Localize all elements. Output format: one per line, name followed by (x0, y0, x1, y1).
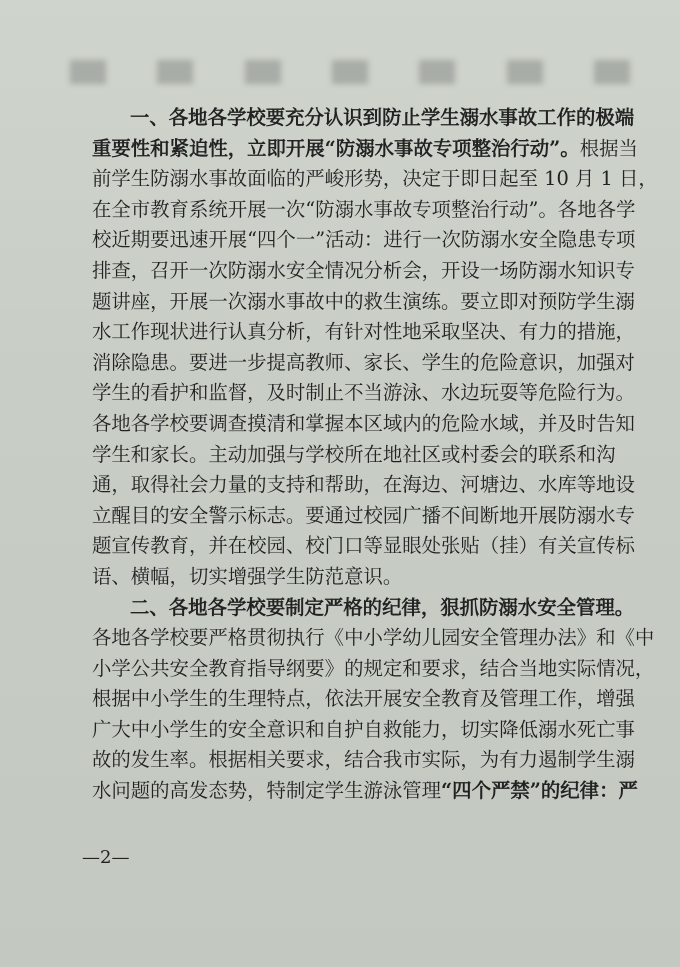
section1-line: 各地各学校要调查摸清和掌握本区域内的危险水域，并及时告知 (92, 411, 635, 435)
section2-last-line-bold: “四个严禁”的纪律：严 (441, 779, 638, 803)
body-text (92, 103, 658, 807)
section1-heading-line2-bold: 重要性和紧迫性，立即开展“防溺水事故专项整治行动”。 (92, 136, 580, 160)
section1-line: 排查，召开一次防溺水安全情况分析会，开设一场防溺水知识专 (92, 258, 635, 282)
bleed-block (70, 60, 106, 84)
section1-line: 通，取得社会力量的支持和帮助，在海边、河塘边、水库等地设 (92, 473, 635, 497)
section1-line: 在全市教育系统开展一次“防溺水事故专项整治行动”。各地各学 (92, 197, 636, 221)
bleed-block (157, 60, 193, 84)
section2-line: 各地各学校要严格贯彻执行《中小学幼儿园安全管理办法》和《中 (92, 626, 655, 650)
section1-line: 题宣传教育，并在校园、校门口等显眼处张贴（挂）有关宣传标 (92, 534, 635, 558)
page-number: —2— (82, 847, 130, 868)
section1-line: 水工作现状进行认真分析，有针对性地采取坚决、有力的措施， (92, 320, 635, 344)
section2-line: 故的发生率。根据相关要求，结合我市实际，为有力遏制学生溺 (92, 748, 635, 772)
bleed-block (594, 60, 630, 84)
bleed-block (507, 60, 543, 84)
section2-line: 广大中小学生的安全意识和自护自救能力，切实降低溺水死亡事 (92, 717, 635, 741)
section2-line: 根据中小学生的生理特点，依法开展安全教育及管理工作，增强 (92, 687, 635, 711)
section2-last-line (92, 776, 638, 807)
section1-line: 前学生防溺水事故面临的严峻形势，决定于即日起至 10 月 1 日， (92, 167, 658, 191)
section1-heading-line2-rest: 根据当 (579, 136, 638, 160)
section1-line: 校近期要迅速开展“四个一”活动：进行一次防溺水安全隐患专项 (92, 228, 636, 252)
section1-heading-line2 (92, 134, 638, 165)
section2-last-line-plain: 水问题的高发态势，特制定学生游泳管理 (92, 779, 442, 803)
section1-line: 立醒目的安全警示标志。要通过校园广播不间断地开展防溺水专 (92, 503, 635, 527)
section1-line: 学生的看护和监督，及时制止不当游泳、水边玩耍等危险行为。 (92, 381, 635, 405)
section2-line: 小学公共安全教育指导纲要》的规定和要求，结合当地实际情况， (92, 656, 655, 680)
header-bleed-through (70, 58, 630, 86)
section1-line: 题讲座，开展一次溺水事故中的救生演练。要立即对预防学生溺 (92, 289, 635, 313)
bleed-block (245, 60, 281, 84)
section1-line: 语、横幅，切实增强学生防范意识。 (92, 564, 403, 588)
section2-heading: 二、各地各学校要制定严格的纪律，狠抓防溺水安全管理。 (130, 595, 635, 619)
bleed-block (332, 60, 368, 84)
section1-line: 消除隐患。要进一步提高教师、家长、学生的危险意识，加强对 (92, 350, 635, 374)
section1-heading-line1: 一、各地各学校要充分认识到防止学生溺水事故工作的极端 (130, 106, 635, 129)
bleed-block (419, 60, 455, 84)
section1-line: 学生和家长。主动加强与学校所在地社区或村委会的联系和沟 (92, 442, 616, 466)
